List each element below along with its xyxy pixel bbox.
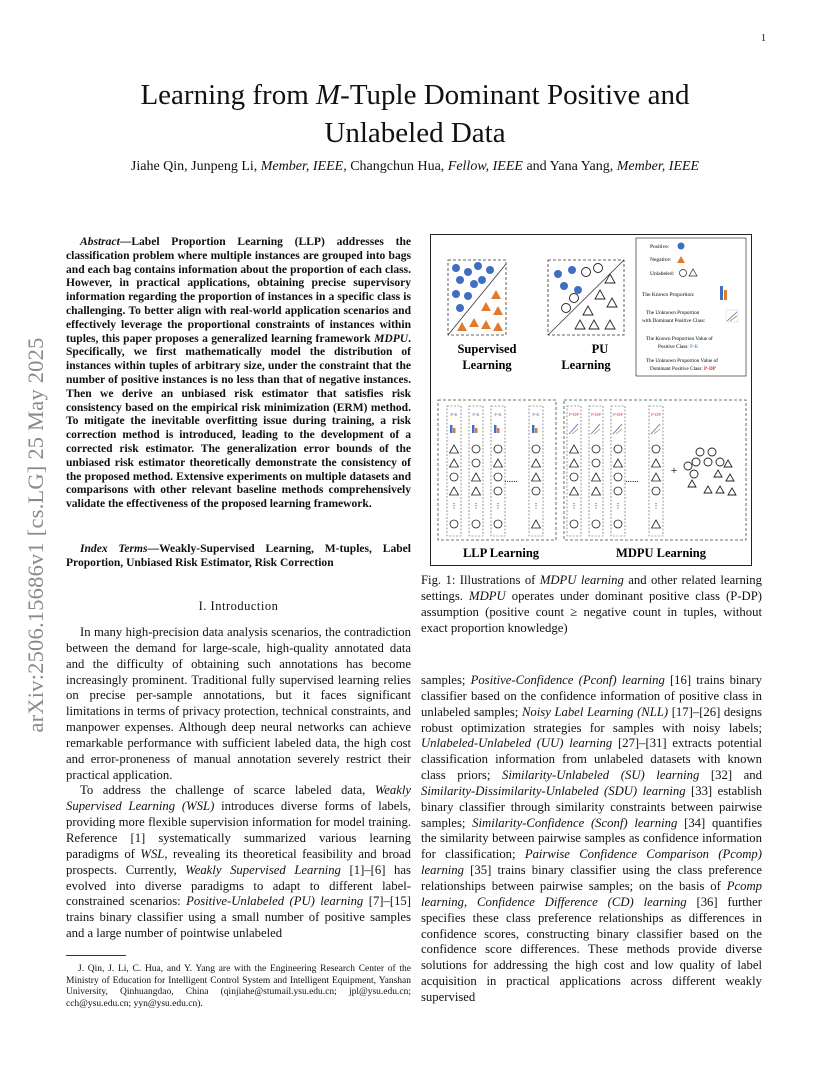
plus-sign: +: [670, 463, 678, 477]
mdpu-tuple-1: [567, 406, 581, 536]
svg-text:⋮: ⋮: [592, 502, 600, 510]
index-terms: Index Terms—Weakly-Supervised Learning, M-tuples, Label Proportion, Unbiased Risk Estimator, Risk Correction: [66, 543, 411, 569]
pu-label-2: Learning: [561, 358, 611, 372]
svg-text:The Known Proportion:: The Known Proportion:: [642, 292, 695, 298]
llp-tag: P-K: [494, 412, 502, 417]
right-column-text: samples; Positive-Confidence (Pconf) learning [16] trains binary classifier based on the confidence information of positive class in unlabeled samples; Noisy Label Learning (NLL) [17]–[26] designs robust optimization strategies for samples with noisy labels; Unlabeled-Unlabeled (UU) learning [27]–[31] extracts potential classification information from unlabeled datasets with known class priors; Similarity-Unlabeled (SU) learning [32] and Similarity-Dissimilarity-Unlabeled (SDU) learning [33] establish binary classifier through similarity constraints between pairwise samples; Similarity-Confidence (Sconf) learning [34] quantifies the similarity between pairwise samples as confidence information for classification; Pairwise Confidence Comparison (Pcomp) learning [35] trains binary classifier using the class preference relationships between pairwise samples; on the basis of Pcomp learning, Confidence Difference (CD) learning [36] further specifies these class preference relationships as differences in confidence scores, constructing binary classifier based on the confidence score differences. These methods provide diverse solutions for addressing the high cost and low quality of label acquisition in practical applications across different weakly supervised: [421, 673, 763, 1004]
section-heading: I. Introduction: [198, 599, 279, 613]
author-list: Jiahe Qin, Junpeng Li, Member, IEEE, Changchun Hua, Fellow, IEEE and Yana Yang, Member, IEEE: [130, 159, 700, 174]
mdpu-tuple-3: [611, 406, 625, 536]
footnote: J. Qin, J. Li, C. Hua, and Y. Yang are with the Engineering Research Center of the Ministry of Education for Intelligent Control System and Intelligent Equipment, Yanshan University, Qinhuangdao, China (qinjiahe@stumail.ysu.edu.cn; jpl@ysu.edu.cn; cch@ysu.edu.cn; yyn@ysu.edu.cn).: [66, 964, 411, 1009]
llp-tuples: [447, 406, 543, 536]
mdpu-label: MDPU Learning: [616, 546, 706, 560]
svg-text:Dominant Positive Class: P-DP: Dominant Positive Class: P-DP: [650, 366, 716, 372]
svg-text:⋮: ⋮: [472, 502, 480, 510]
svg-text:⋮: ⋮: [532, 502, 540, 510]
mdpu-tag: P-DP: [569, 412, 579, 417]
svg-text:⋮: ⋮: [570, 502, 578, 510]
svg-text:⋮: ⋮: [614, 502, 622, 510]
supervised-label-2: Learning: [462, 358, 512, 372]
llp-ellipsis: ......: [504, 474, 518, 484]
mdpu-tuple-4: [649, 406, 663, 536]
arxiv-watermark: arXiv:2506.15686v1 [cs.LG] 25 May 2025: [23, 337, 48, 733]
llp-tuple-2: [469, 406, 483, 536]
mdpu-unlabeled-pool: [684, 448, 736, 495]
llp-tag: P-K: [450, 412, 458, 417]
svg-text:⋮: ⋮: [450, 502, 458, 510]
llp-tuple-1: [447, 406, 461, 536]
mdpu-tag: P-DP: [613, 412, 623, 417]
supervised-label: Supervised: [457, 342, 517, 356]
mdpu-ellipsis: ......: [625, 474, 639, 484]
svg-text:Negative:: Negative:: [650, 257, 672, 263]
figure-caption: Fig. 1: Illustrations of MDPU learning and other related learning settings. MDPU operates under dominant positive class (P-DP) assumption (positive count ≥ negative count in tuples, without exact proportion knowledge): [421, 573, 762, 635]
svg-text:⋮: ⋮: [652, 502, 660, 510]
pu-label: PU: [591, 342, 609, 356]
figure-1: [430, 234, 752, 566]
llp-tag: P-K: [532, 412, 540, 417]
llp-label: LLP Learning: [462, 546, 540, 560]
paper-title: Learning from M-Tuple Dominant Positive and Unlabeled Data: [140, 79, 690, 149]
mdpu-tuples: [567, 406, 663, 536]
svg-text:The Known Proportion Value of: The Known Proportion Value of: [646, 336, 713, 342]
svg-text:The Unknown Proportion: The Unknown Proportion: [646, 310, 700, 316]
mdpu-tuple-2: [589, 406, 603, 536]
svg-text:Unlabeled:: Unlabeled:: [650, 271, 675, 277]
svg-text:⋮: ⋮: [494, 502, 502, 510]
svg-text:Positive:: Positive:: [650, 244, 670, 250]
llp-tag: P-K: [472, 412, 480, 417]
mdpu-tag: P-DP: [651, 412, 661, 417]
pu-positive-dots: [554, 266, 582, 294]
svg-text:with Dominant Positive Class:: with Dominant Positive Class:: [642, 318, 706, 324]
llp-tuple-4: [529, 406, 543, 536]
footnote-rule: [66, 955, 126, 956]
introduction-text: In many high-precision data analysis scenarios, the contradiction between the demand for large-scale, high-quality annotated data and the difficulty of obtaining such annotations has become increasingly prominent. Traditional fully supervised learning relies on precise per-sample annotations, but it faces significant limitations in terms of privacy protection, technical constraints, and manpower expenses. Although deep neural networks can achieve remarkable performance with sufficient labeled data, the high cost and error-proneness of manual annotation severely restrict their practical application. To address the challenge of scarce labeled data, Weakly Supervised Learning (WSL) introduces diverse forms of labels, providing more flexible supervision information for model training. Reference [1] systematically summarized various learning paradigms of WSL, revealing its theoretical feasibility and broad prospects. Currently, Weakly Supervised Learning [1]–[6] has evolved into diverse paradigms to adapt to different label-constrained scenarios: Positive-Unlabeled (PU) learning [7]–[15] trains binary classifier using a small number of positive samples and a large number of pointwise unlabeled: [66, 625, 412, 941]
svg-text:The Unknown Proportion Value o: The Unknown Proportion Value of: [646, 358, 718, 364]
svg-text:Positive Class: P-K: Positive Class: P-K: [658, 344, 699, 350]
page-number: 1: [761, 33, 766, 44]
mdpu-tag: P-DP: [591, 412, 601, 417]
llp-tuple-3: [491, 406, 505, 536]
abstract: Abstract—Label Proportion Learning (LLP) addresses the classification problem where multiple instances are grouped into bags and each bag contains information about the proportion of each class. However, in practical applications, obtaining precise supervisory information regarding the proportion of instances in a specific class is challenging. To better align with real-world application scenarios and effectively leverage the proportional constraints of instances within tuples, this paper proposes a generalized learning framework MDPU. Specifically, we first mathematically model the distribution of instances within tuples of arbitrary size, under the constraint that the number of positive instances is no less than that of negative instances. Then we derive an unbiased risk estimator that satisfies risk consistency based on the empirical risk minimization (ERM) method. To mitigate the inevitable overfitting issue during training, a risk correction method is introduced, leading to the development of a corrected risk estimator. The generalization error bounds of the unbiased risk estimator theoretically demonstrate the consistency of the proposed method. Extensive experiments on multiple datasets and comparisons with other relevant baseline methods comprehensively validate the effectiveness of the proposed learning framework.: [66, 236, 411, 511]
